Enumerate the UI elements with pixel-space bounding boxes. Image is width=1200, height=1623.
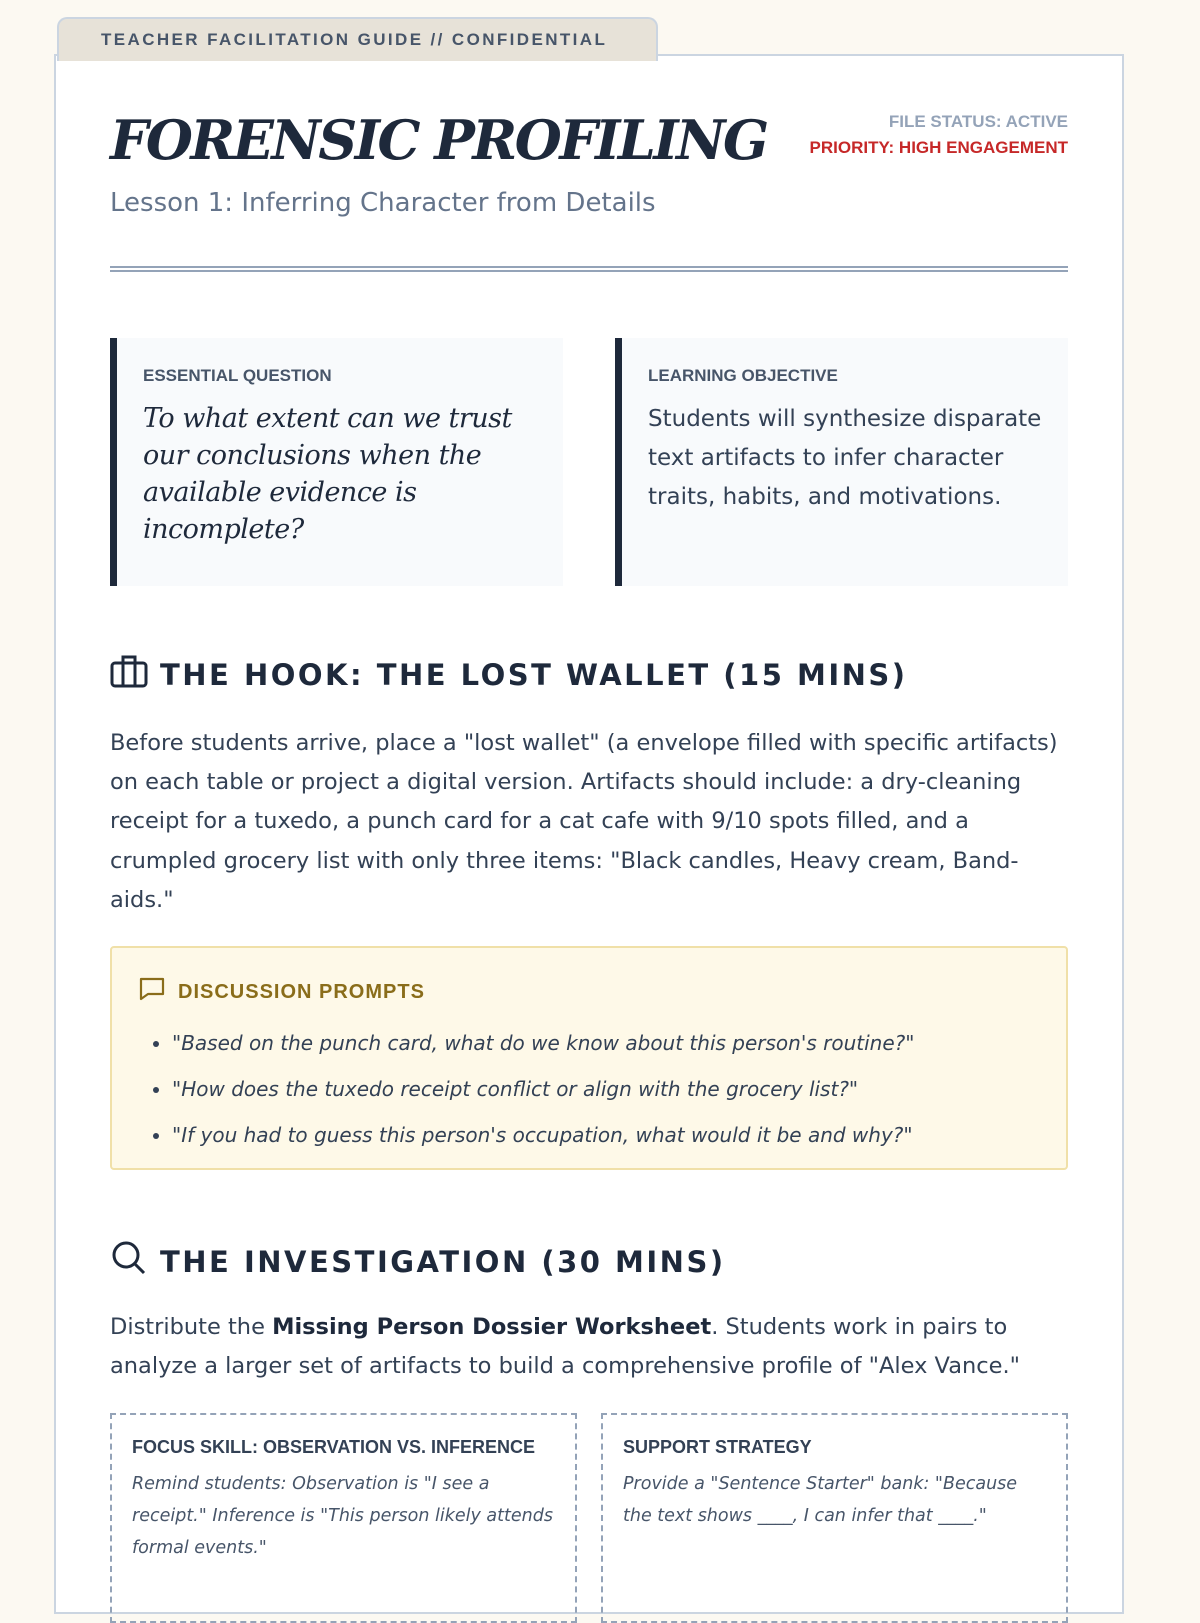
status-block bbox=[810, 112, 1068, 158]
focus-skill-box bbox=[110, 1413, 577, 1623]
support-strategy-title: SUPPORT STRATEGY bbox=[623, 1437, 812, 1457]
focus-skill-title: FOCUS SKILL: OBSERVATION VS. INFERENCE bbox=[132, 1437, 536, 1457]
search-icon bbox=[110, 1239, 148, 1284]
body-text: . Students work in pairs to analyze a larger set of artifacts to build a comprehensive profile of "Alex Vance." bbox=[110, 1314, 1020, 1380]
priority-badge: PRIORITY: HIGH ENGAGEMENT bbox=[809, 138, 1068, 157]
worksheet-name: Missing Person Dossier Worksheet bbox=[272, 1314, 712, 1340]
support-strategy-box bbox=[601, 1413, 1068, 1623]
document-tab: TEACHER FACILITATION GUIDE // CONFIDENTIAL bbox=[57, 17, 658, 61]
hook-body: Before students arrive, place a "lost wallet" (a envelope filled with specific artifacts) on each table or project a digital version. Artifacts should include: a dry-cleaning receipt for a tuxedo, a punch card for a cat cafe with 9/10 spots filled, and a crumpled grocery list with only three items: "Black candles, Heavy cream, Band-aids." bbox=[110, 730, 1058, 913]
page-title: FORENSIC PROFILING bbox=[110, 108, 767, 172]
briefcase-icon bbox=[110, 654, 148, 695]
discussion-label: DISCUSSION PROMPTS bbox=[178, 980, 425, 1003]
essential-question-box bbox=[110, 338, 563, 586]
focus-skill-text: Remind students: Observation is "I see a receipt." Inference is "This person likely attends formal events." bbox=[132, 1474, 553, 1558]
discussion-prompt: • "If you had to guess this person's occupation, what would it be and why?" bbox=[172, 1112, 1040, 1158]
hook-heading bbox=[110, 654, 908, 695]
essential-question-text: To what extent can we trust our conclusions when the available evidence is incomplete? bbox=[143, 403, 512, 545]
learning-objective-text: Students will synthesize disparate text artifacts to infer character traits, habits, and motivations. bbox=[648, 406, 1042, 510]
learning-objective-box bbox=[615, 338, 1068, 586]
body-text: Distribute the bbox=[110, 1314, 273, 1340]
discussion-prompt: • "Based on the punch card, what do we know about this person's routine?" bbox=[172, 1020, 1040, 1066]
hook-title: THE HOOK: THE LOST WALLET (15 MINS) bbox=[160, 657, 908, 692]
discussion-prompts-box bbox=[110, 946, 1068, 1170]
document-card bbox=[54, 54, 1124, 1614]
investigation-body bbox=[110, 1308, 1068, 1386]
lesson-subtitle: Lesson 1: Inferring Character from Details bbox=[110, 188, 656, 218]
support-strategy-text: Provide a "Sentence Starter" bank: "Because the text shows ____, I can infer that ____." bbox=[623, 1474, 1018, 1526]
chat-bubble-icon bbox=[138, 976, 166, 1008]
file-status: FILE STATUS: ACTIVE bbox=[888, 112, 1068, 131]
learning-objective-label: LEARNING OBJECTIVE bbox=[648, 366, 838, 385]
investigation-title: THE INVESTIGATION (30 MINS) bbox=[160, 1244, 726, 1279]
double-divider bbox=[110, 266, 1068, 272]
investigation-heading bbox=[110, 1239, 726, 1284]
essential-question-label: ESSENTIAL QUESTION bbox=[143, 366, 332, 385]
discussion-prompt: • "How does the tuxedo receipt conflict or align with the grocery list?" bbox=[172, 1066, 1040, 1112]
